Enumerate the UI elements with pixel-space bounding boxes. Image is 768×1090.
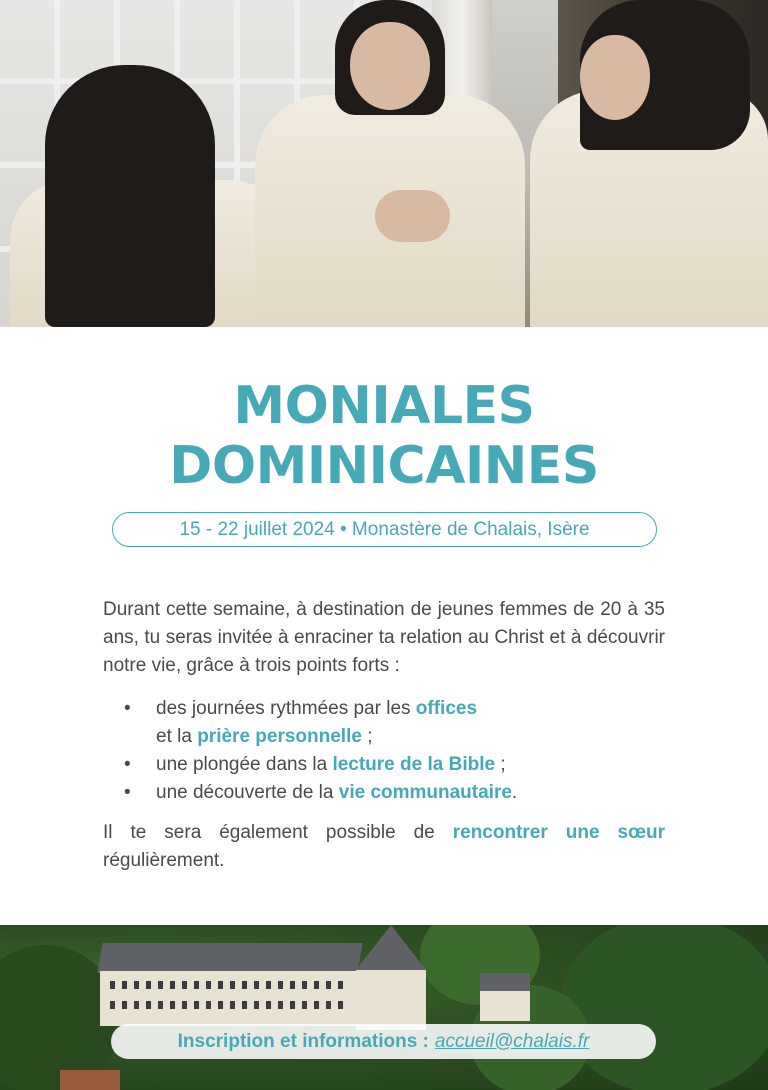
list-item-text: et la [156, 726, 198, 747]
header-photo-nuns [0, 0, 768, 327]
list-item-text: ; [361, 726, 373, 747]
outbuilding [480, 991, 530, 1021]
hands [375, 190, 450, 242]
title-line-1: MONIALES [233, 376, 535, 436]
outro-text: régulièrement. [103, 850, 225, 871]
windows [110, 1001, 350, 1009]
monastery-building [100, 971, 360, 1026]
chapel-building [356, 970, 426, 1030]
list-item [124, 695, 684, 751]
outro-paragraph [103, 819, 665, 875]
highlight-priere: prière personnelle [197, 726, 362, 747]
windows [110, 981, 350, 989]
event-dates-location: 15 - 22 juillet 2024 • Monastère de Chalais, Isère [179, 518, 590, 540]
highlights-list [124, 695, 684, 807]
list-item-text: une plongée dans la [156, 754, 333, 775]
event-dates-location-badge [112, 512, 657, 547]
tree [560, 925, 768, 1090]
list-item-text: des journées rythmées par les [156, 698, 416, 719]
highlight-bible: lecture de la Bible [332, 754, 496, 775]
roof [97, 943, 362, 973]
nun-right [530, 0, 768, 327]
roof [480, 973, 530, 991]
nun-center [255, 0, 525, 327]
title-line-2: DOMINICAINES [169, 436, 599, 496]
intro-paragraph: Durant cette semaine, à destination de jeunes femmes de 20 à 35 ans, tu seras invitée à enraciner ta relation au Christ et à découvrir notre vie, grâce à trois points forts : [103, 599, 665, 676]
highlight-communaute: vie communautaire [338, 782, 512, 803]
outro-text: Il te sera également possible de [103, 822, 453, 843]
list-item-text: une découverte de la [156, 782, 339, 803]
contact-label: Inscription et informations : [177, 1030, 429, 1052]
roof-red [60, 1070, 120, 1090]
nun-left [10, 60, 290, 327]
highlight-offices: offices [415, 698, 478, 719]
list-item [124, 779, 684, 807]
list-item-text: ; [495, 754, 506, 775]
contact-banner [111, 1024, 656, 1059]
highlight-rencontrer: rencontrer une sœur [452, 822, 665, 843]
list-item [124, 751, 684, 779]
monastery-aerial-photo [0, 925, 768, 1090]
page-title [0, 376, 768, 496]
list-item-text: . [511, 782, 518, 803]
contact-email-link[interactable]: accueil@chalais.fr [434, 1030, 590, 1052]
chapel-roof [356, 925, 426, 970]
